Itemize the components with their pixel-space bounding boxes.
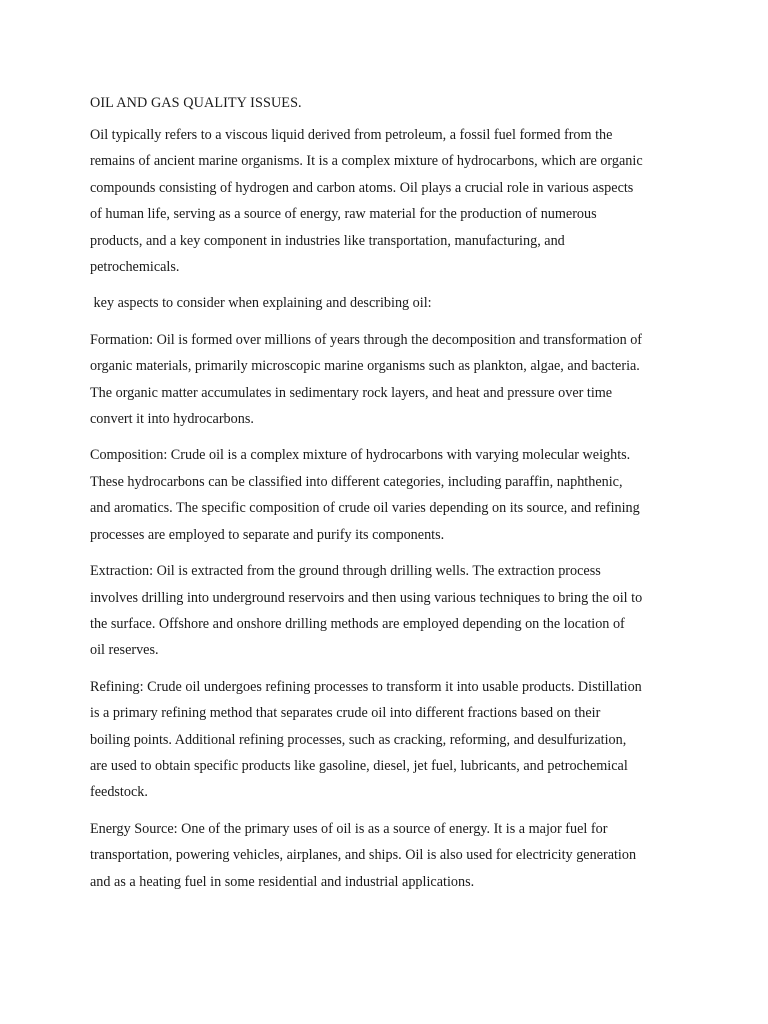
text-line: the surface. Offshore and onshore drilling methods are employed depending on the location of xyxy=(90,615,625,632)
text-line: boiling points. Additional refining processes, such as cracking, reforming, and desulfurization, xyxy=(90,731,627,748)
paragraph-3 xyxy=(90,327,690,433)
paragraph-6 xyxy=(90,674,690,806)
text-line: transportation, powering vehicles, airplanes, and ships. Oil is also used for electricity generation xyxy=(90,847,637,864)
text-line: remains of ancient marine organisms. It is a complex mixture of hydrocarbons, which are organic xyxy=(90,153,643,170)
text-line: convert it into hydrocarbons. xyxy=(90,411,254,428)
text-line: involves drilling into underground reservoirs and then using various techniques to bring the oil to xyxy=(90,589,643,606)
paragraph-1 xyxy=(90,122,690,280)
document-body xyxy=(90,122,690,895)
text-line: oil reserves. xyxy=(90,642,159,659)
text-line: petrochemicals. xyxy=(90,259,180,276)
text-line: Composition: Crude oil is a complex mixture of hydrocarbons with varying molecular weights. xyxy=(90,447,631,464)
text-line: Oil typically refers to a viscous liquid derived from petroleum, a fossil fuel formed from the xyxy=(90,127,613,143)
text-line: feedstock. xyxy=(90,784,148,801)
text-line: Refining: Crude oil undergoes refining processes to transform it into usable products. Distillation xyxy=(90,678,642,695)
document-title: OIL AND GAS QUALITY ISSUES. xyxy=(90,95,302,111)
paragraph-5 xyxy=(90,558,690,664)
text-line: products, and a key component in industries like transportation, manufacturing, and xyxy=(90,232,565,249)
text-line: processes are employed to separate and purify its components. xyxy=(90,526,445,543)
text-line: and as a heating fuel in some residential and industrial applications. xyxy=(90,873,475,890)
paragraph-2 xyxy=(90,290,690,316)
text-line: is a primary refining method that separates crude oil into different fractions based on their xyxy=(90,705,601,722)
text-line: organic materials, primarily microscopic marine organisms such as plankton, algae, and bacteria. xyxy=(90,358,640,375)
text-line: Formation: Oil is formed over millions of years through the decomposition and transformation of xyxy=(90,331,643,348)
paragraph-7 xyxy=(90,816,690,895)
text-line: These hydrocarbons can be classified into different categories, including paraffin, naphthenic, xyxy=(90,473,623,490)
text-line: of human life, serving as a source of energy, raw material for the production of numerous xyxy=(90,206,597,223)
text-line: compounds consisting of hydrogen and carbon atoms. Oil plays a crucial role in various aspects xyxy=(90,179,634,196)
document-page xyxy=(90,94,690,905)
text-line: Energy Source: One of the primary uses of oil is as a source of energy. It is a major fuel for xyxy=(90,820,608,837)
text-line: and aromatics. The specific composition of crude oil varies depending on its source, and refining xyxy=(90,500,640,517)
text-line: key aspects to consider when explaining and describing oil: xyxy=(90,295,432,312)
text-line: Extraction: Oil is extracted from the ground through drilling wells. The extraction process xyxy=(90,563,601,580)
text-line: The organic matter accumulates in sedimentary rock layers, and heat and pressure over time xyxy=(90,384,613,401)
paragraph-4 xyxy=(90,442,690,548)
text-line: are used to obtain specific products like gasoline, diesel, jet fuel, lubricants, and petrochemical xyxy=(90,757,628,774)
